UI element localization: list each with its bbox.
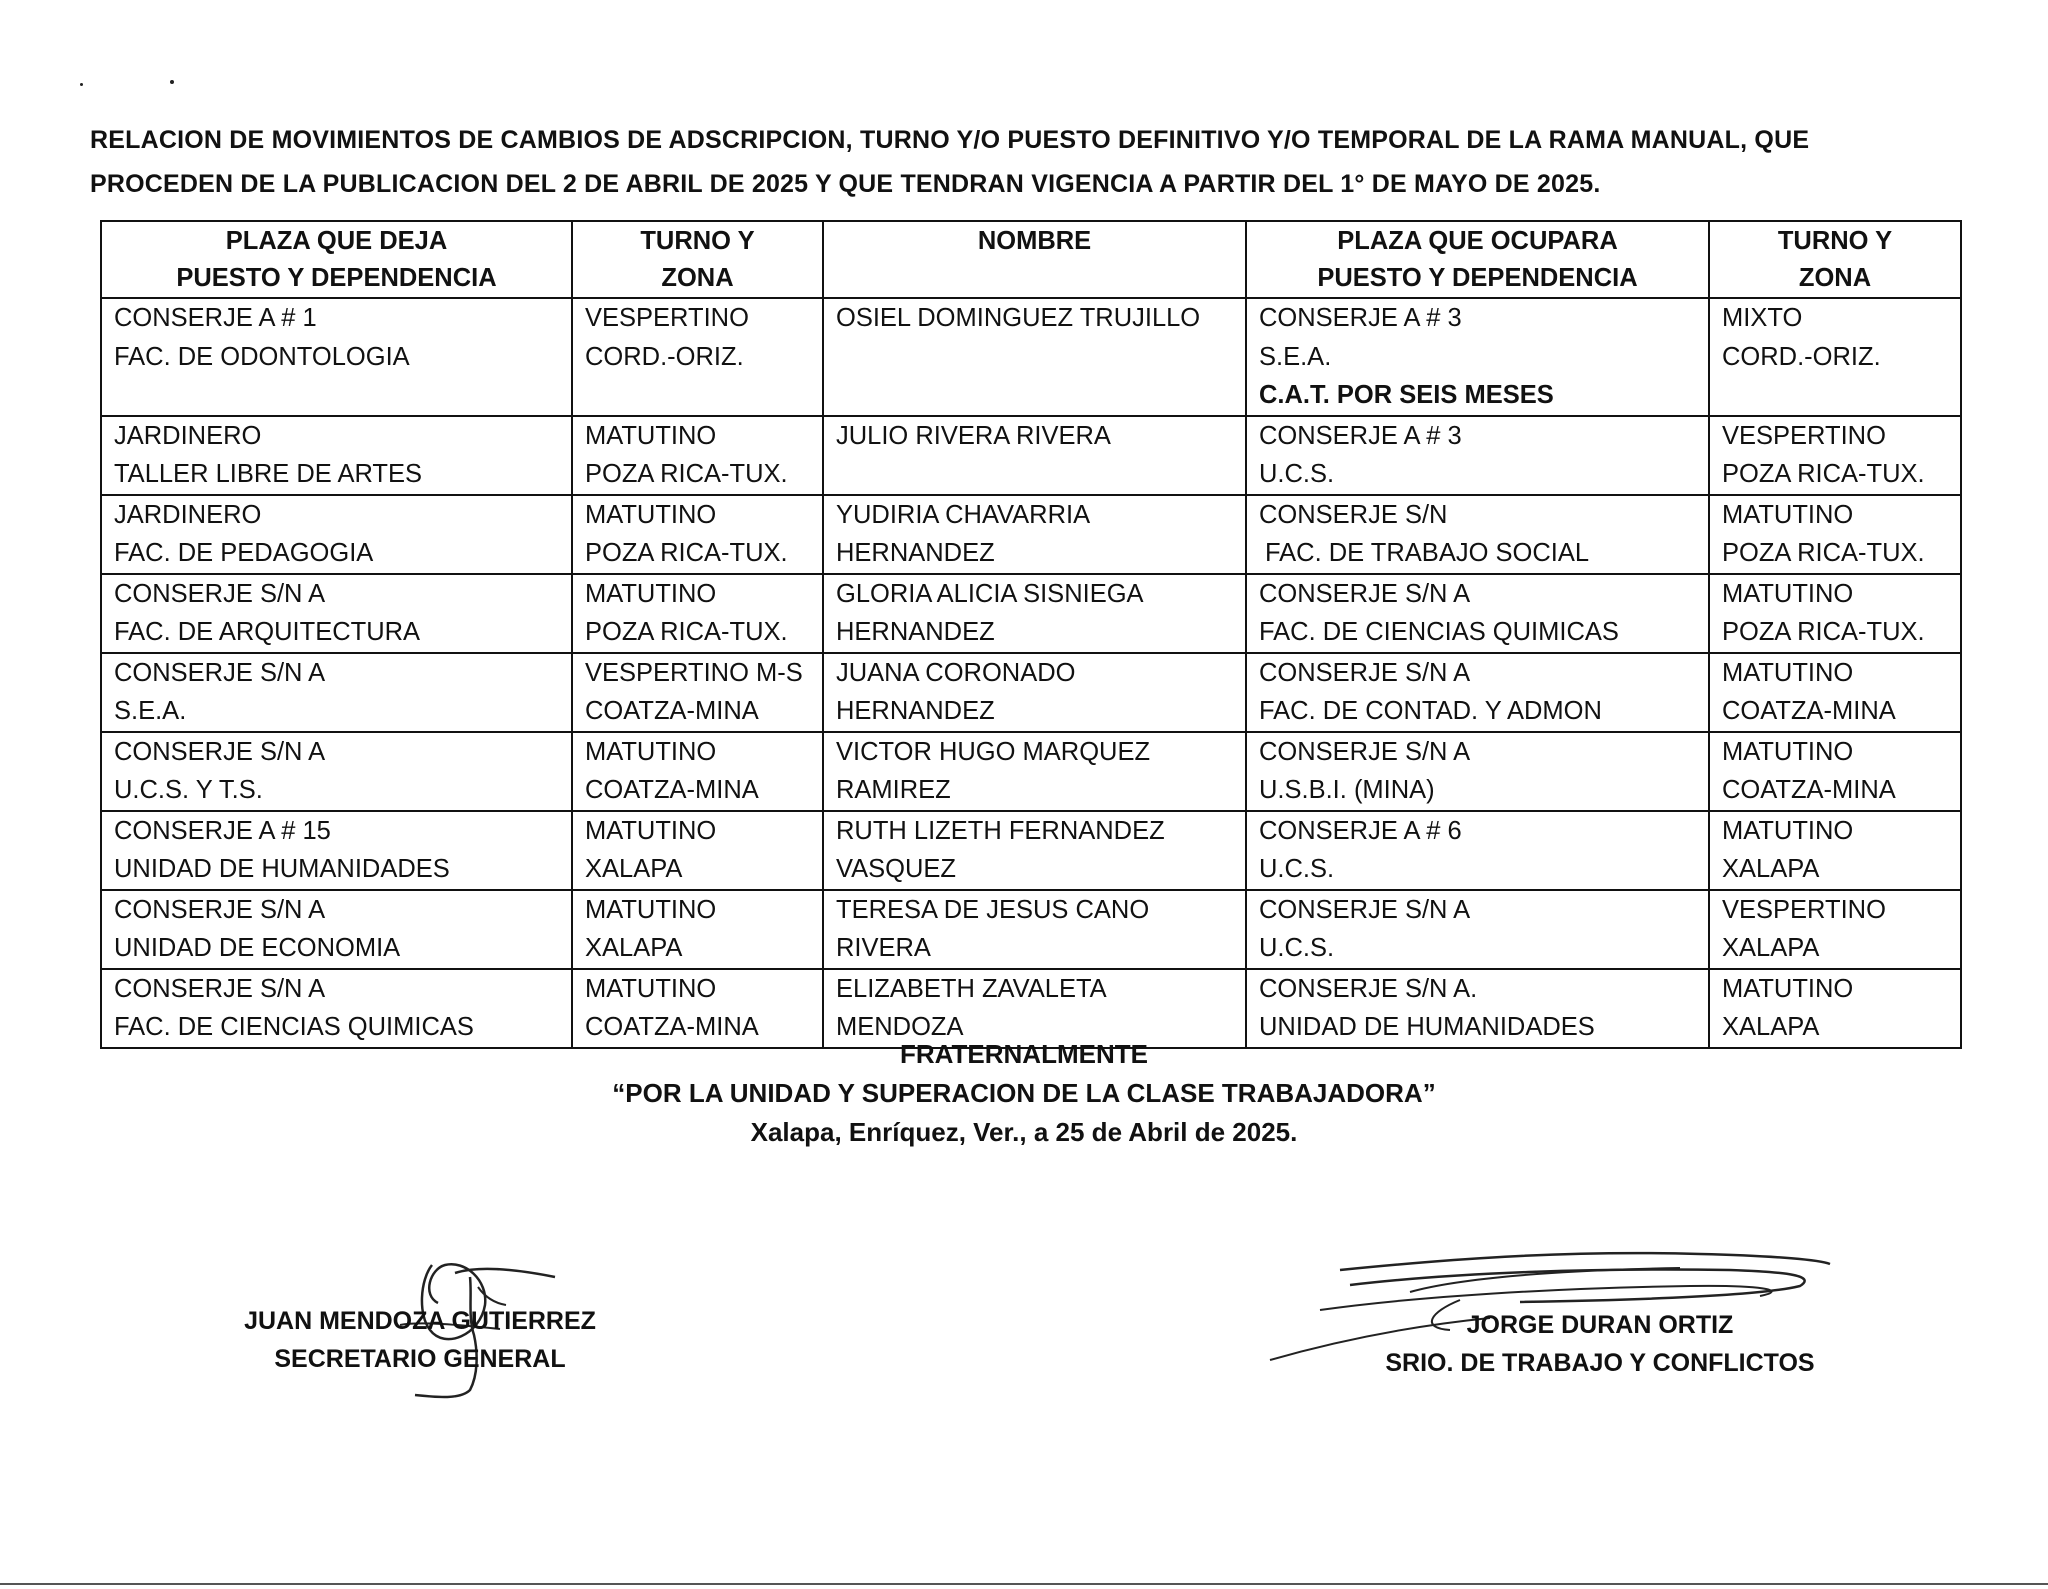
cell-line: CONSERJE A # 6 [1259, 816, 1462, 845]
cell-line: COATZA-MINA [585, 776, 759, 804]
header-text: ZONA [1798, 264, 1872, 292]
header-text: ZONA [661, 264, 734, 292]
cell-plaza-deja [101, 653, 572, 732]
cell-line: TALLER LIBRE DE ARTES [114, 460, 423, 488]
cell-line: VESPERTINO [585, 304, 749, 332]
signature-left-title: SECRETARIO GENERAL [274, 1345, 566, 1373]
cell-line: MATUTINO [585, 895, 717, 924]
header-text: TURNO Y [640, 227, 755, 255]
header-text: PLAZA QUE OCUPARA [1337, 227, 1618, 255]
cell-line: POZA RICA-TUX. [1722, 539, 1925, 567]
header-nombre [823, 221, 1246, 298]
cell-line: S.E.A. [114, 697, 187, 725]
cell-plaza-ocupa [1246, 653, 1709, 732]
cell-line: MATUTINO [1722, 816, 1854, 845]
cell-line: CONSERJE A # 3 [1259, 304, 1462, 332]
cell-line: VESPERTINO [1722, 421, 1886, 450]
cell-turno-ocupa [1709, 653, 1961, 732]
cell-line: MATUTINO [585, 500, 717, 529]
movements-table [100, 220, 1962, 1049]
signature-right-title: SRIO. DE TRABAJO Y CONFLICTOS [1385, 1349, 1815, 1377]
cell-turno-ocupa [1709, 811, 1961, 890]
cell-turno-deja [572, 495, 823, 574]
cell-line: CONSERJE S/N A. [1259, 974, 1478, 1003]
table-row [101, 574, 1961, 653]
cell-line: RUTH LIZETH FERNANDEZ [836, 816, 1165, 845]
header-plaza-ocupa [1246, 221, 1709, 298]
header-turno-ocupa [1709, 221, 1961, 298]
cell-line: S.E.A. [1259, 342, 1332, 371]
cell-plaza-deja [101, 298, 572, 416]
cell-turno-ocupa [1709, 495, 1961, 574]
cell-turno-deja [572, 298, 823, 416]
cell-line: JULIO RIVERA RIVERA [836, 421, 1111, 450]
cell-line: U.C.S. Y T.S. [114, 776, 263, 804]
cell-line: MATUTINO [1722, 579, 1854, 608]
cell-nombre [823, 574, 1246, 653]
cell-plaza-deja [101, 890, 572, 969]
cell-turno-ocupa [1709, 574, 1961, 653]
cell-turno-ocupa [1709, 416, 1961, 495]
cell-plaza-deja [101, 811, 572, 890]
cell-line: JUANA CORONADO [836, 658, 1076, 687]
table-row [101, 811, 1961, 890]
cell-nombre [823, 732, 1246, 811]
cell-line: MATUTINO [1722, 500, 1854, 529]
cell-line: FAC. DE ARQUITECTURA [114, 618, 421, 646]
document-heading [90, 118, 1970, 206]
cell-line: POZA RICA-TUX. [585, 618, 788, 646]
cell-plaza-ocupa [1246, 495, 1709, 574]
cell-plaza-deja [101, 732, 572, 811]
cell-line: JARDINERO [114, 421, 262, 450]
cell-turno-ocupa [1709, 298, 1961, 416]
cell-line: U.S.B.I. (MINA) [1259, 776, 1435, 804]
cell-line: COATZA-MINA [1722, 776, 1896, 804]
cell-line: MATUTINO [1722, 737, 1854, 766]
cell-line: MATUTINO [585, 737, 717, 766]
cell-turno-deja [572, 416, 823, 495]
cell-line: POZA RICA-TUX. [585, 460, 788, 488]
cell-line: POZA RICA-TUX. [1722, 618, 1925, 646]
cell-line: UNIDAD DE ECONOMIA [114, 934, 401, 962]
closing-place-date: Xalapa, Enríquez, Ver., a 25 de Abril de 2025. [750, 1117, 1298, 1147]
cell-line: COATZA-MINA [585, 1013, 759, 1041]
cell-line: CORD.-ORIZ. [1722, 342, 1881, 371]
cell-line: MATUTINO [1722, 658, 1854, 687]
cell-note: C.A.T. POR SEIS MESES [1259, 381, 1554, 409]
cell-plaza-deja [101, 416, 572, 495]
cell-line: MATUTINO [1722, 974, 1854, 1003]
table-row [101, 495, 1961, 574]
cell-line: FAC. DE CONTAD. Y ADMON [1259, 697, 1602, 725]
cell-line: CONSERJE S/N A [1259, 895, 1471, 924]
cell-nombre [823, 298, 1246, 416]
cell-nombre [823, 416, 1246, 495]
cell-line: CONSERJE S/N A [114, 737, 326, 766]
cell-turno-ocupa [1709, 732, 1961, 811]
cell-turno-deja [572, 732, 823, 811]
header-text: PUESTO Y DEPENDENCIA [176, 264, 497, 292]
cell-line: VESPERTINO [1722, 895, 1886, 924]
cell-line: MATUTINO [585, 421, 717, 450]
cell-line: CONSERJE S/N A [1259, 737, 1471, 766]
cell-line: CONSERJE S/N A [114, 658, 326, 687]
table-row [101, 416, 1961, 495]
scan-speck [170, 80, 174, 84]
cell-line: COATZA-MINA [1722, 697, 1896, 725]
cell-line: XALAPA [585, 934, 683, 962]
cell-line: XALAPA [1722, 934, 1820, 962]
heading-line-1: RELACION DE MOVIMIENTOS DE CAMBIOS DE ADSCRIPCION, TURNO Y/O PUESTO DEFINITIVO Y/O TEMPORAL DE LA RAMA MANUAL, QUE [90, 126, 1810, 154]
cell-line: CONSERJE S/N A [114, 579, 326, 608]
cell-line: GLORIA ALICIA SISNIEGA [836, 579, 1144, 608]
cell-line: VICTOR HUGO MARQUEZ [836, 737, 1151, 766]
cell-line: MIXTO [1722, 304, 1803, 332]
cell-line: MATUTINO [585, 816, 717, 845]
cell-line: XALAPA [1722, 1013, 1820, 1041]
cell-plaza-ocupa [1246, 574, 1709, 653]
cell-line: U.C.S. [1259, 855, 1335, 883]
cell-plaza-ocupa [1246, 416, 1709, 495]
table-header-row [101, 221, 1961, 298]
cell-line: JARDINERO [114, 500, 262, 529]
cell-line: CONSERJE S/N A [114, 895, 326, 924]
header-turno-deja [572, 221, 823, 298]
cell-plaza-ocupa [1246, 298, 1709, 416]
cell-plaza-ocupa [1246, 890, 1709, 969]
signature-left-name: JUAN MENDOZA GUTIERREZ [244, 1307, 596, 1335]
cell-line: RIVERA [836, 934, 931, 962]
cell-line: MATUTINO [585, 974, 717, 1003]
cell-line: FAC. DE CIENCIAS QUIMICAS [114, 1013, 474, 1041]
cell-line: CONSERJE A # 1 [114, 304, 317, 332]
cell-line: FAC. DE TRABAJO SOCIAL [1265, 539, 1590, 567]
header-text: PLAZA QUE DEJA [225, 227, 448, 255]
cell-line: CONSERJE S/N [1259, 500, 1448, 529]
header-text: TURNO Y [1777, 227, 1893, 255]
cell-plaza-deja [101, 495, 572, 574]
cell-line: UNIDAD DE HUMANIDADES [1259, 1013, 1595, 1041]
cell-line: COATZA-MINA [585, 697, 759, 725]
closing-fraternalmente: FRATERNALMENTE [900, 1039, 1148, 1069]
cell-nombre [823, 890, 1246, 969]
header-text: NOMBRE [977, 227, 1092, 255]
cell-line: RAMIREZ [836, 776, 951, 804]
cell-line: POZA RICA-TUX. [1722, 460, 1925, 488]
cell-line: MATUTINO [585, 579, 717, 608]
cell-line: FAC. DE CIENCIAS QUIMICAS [1259, 618, 1619, 646]
header-plaza-deja [101, 221, 572, 298]
table-row [101, 890, 1961, 969]
cell-line: XALAPA [1722, 855, 1820, 883]
cell-plaza-deja [101, 574, 572, 653]
table-row [101, 732, 1961, 811]
cell-nombre [823, 653, 1246, 732]
cell-line: CONSERJE S/N A [1259, 658, 1471, 687]
cell-line: HERNANDEZ [836, 539, 995, 567]
table-row [101, 653, 1961, 732]
cell-nombre [823, 495, 1246, 574]
cell-turno-ocupa [1709, 890, 1961, 969]
cell-turno-deja [572, 890, 823, 969]
cell-line: FAC. DE ODONTOLOGIA [114, 342, 410, 371]
cell-line: OSIEL DOMINGUEZ TRUJILLO [836, 304, 1201, 332]
cell-line: POZA RICA-TUX. [585, 539, 788, 567]
cell-turno-deja [572, 811, 823, 890]
cell-nombre [823, 811, 1246, 890]
cell-line: HERNANDEZ [836, 697, 995, 725]
cell-line: HERNANDEZ [836, 618, 995, 646]
cell-line: CONSERJE A # 15 [114, 816, 331, 845]
cell-line: YUDIRIA CHAVARRIA [836, 500, 1091, 529]
cell-line: ELIZABETH ZAVALETA [836, 974, 1107, 1003]
header-text: PUESTO Y DEPENDENCIA [1317, 264, 1638, 292]
heading-line-2: PROCEDEN DE LA PUBLICACION DEL 2 DE ABRIL DE 2025 Y QUE TENDRAN VIGENCIA A PARTIR DEL 1° DE MAYO DE 2025. [90, 170, 1601, 198]
cell-line: U.C.S. [1259, 460, 1335, 488]
scan-speck [80, 83, 83, 86]
table-row [101, 298, 1961, 416]
cell-line: CONSERJE A # 3 [1259, 421, 1462, 450]
page-bottom-edge [0, 1583, 2048, 1585]
cell-line: VESPERTINO M-S [585, 658, 803, 687]
signature-right-name: JORGE DURAN ORTIZ [1466, 1311, 1734, 1339]
cell-turno-deja [572, 574, 823, 653]
closing-motto: “POR LA UNIDAD Y SUPERACION DE LA CLASE TRABAJADORA” [612, 1078, 1436, 1108]
cell-line: CONSERJE S/N A [114, 974, 326, 1003]
cell-line: U.C.S. [1259, 934, 1335, 962]
cell-line: TERESA DE JESUS CANO [836, 895, 1150, 924]
cell-plaza-ocupa [1246, 732, 1709, 811]
cell-line: UNIDAD DE HUMANIDADES [114, 855, 450, 883]
cell-turno-deja [572, 653, 823, 732]
cell-line: MENDOZA [836, 1013, 964, 1041]
cell-line: CONSERJE S/N A [1259, 579, 1471, 608]
cell-line: CORD.-ORIZ. [585, 342, 744, 371]
cell-line: VASQUEZ [836, 855, 956, 883]
cell-line: FAC. DE PEDAGOGIA [114, 539, 374, 567]
cell-line: XALAPA [585, 855, 683, 883]
cell-plaza-ocupa [1246, 811, 1709, 890]
